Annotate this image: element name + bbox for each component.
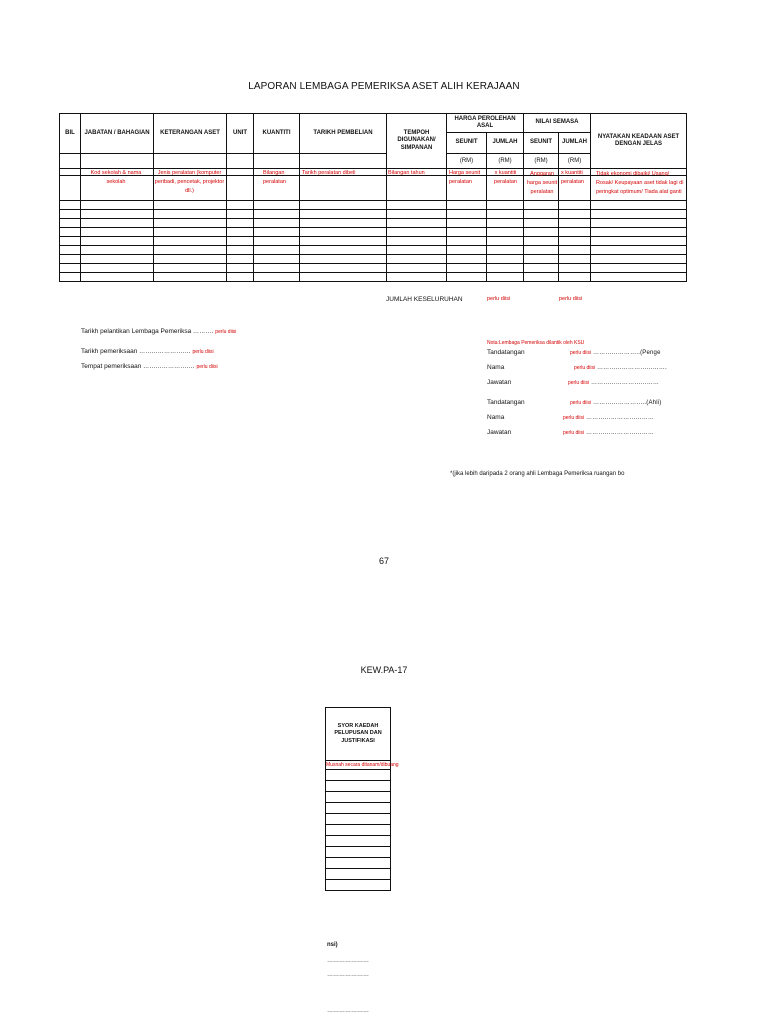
tarikh-pelantikan-hint: perlu diisi: [215, 329, 237, 335]
rm-label: (RM): [447, 154, 487, 169]
header-keterangan: KETERANGAN ASET: [154, 114, 227, 154]
header-kuantiti: KUANTITI: [254, 114, 300, 154]
tarikh-pemeriksaan-label: Tarikh pemeriksaan: [81, 348, 138, 355]
header-harga: HARGA PEROLEHAN ASAL: [447, 114, 524, 133]
nota-lembaga: Nota:Lembaga Pemeriksa dilantik oleh KSU: [487, 340, 585, 346]
hint-nilai-seunit: Anggaran harga seunit peralatan: [526, 171, 558, 195]
rm-label: (RM): [487, 154, 524, 169]
total-label: JUMLAH KESELURUHAN: [386, 296, 463, 303]
header-bil: BIL: [60, 114, 81, 154]
sig-tandatangan-2-label: Tandatangan: [487, 399, 525, 406]
page-number: 67: [378, 556, 389, 566]
tarikh-pelantikan-field: [81, 328, 236, 335]
fragment-line-2: …………………: [327, 958, 369, 964]
syor-table: [325, 707, 399, 891]
sig-dots: ……………………………: [590, 380, 660, 386]
sig-jawatan-2-value: [563, 429, 654, 436]
rm-label: (RM): [524, 154, 559, 169]
tarikh-pelantikan-label: Tarikh pelantikan Lembaga Pemeriksa: [81, 328, 192, 335]
fill-hint: perlu diisi: [563, 430, 585, 436]
report-title: LAPORAN LEMBAGA PEMERIKSA ASET ALIH KERAJAAN: [248, 81, 520, 92]
header-jabatan: JABATAN / BAHAGIAN: [81, 114, 154, 154]
sig-tandatangan-1-label: Tandatangan: [487, 349, 525, 356]
sig-nama-1-value: [574, 364, 667, 371]
header-harga-jumlah: JUMLAH: [487, 133, 524, 154]
header-nilai-jumlah: JUMLAH: [559, 133, 591, 154]
hint-tempoh: Bilangan tahun: [388, 170, 425, 176]
sig-nama-2-label: Nama: [487, 414, 505, 421]
form-code: KEW.PA-17: [360, 665, 408, 675]
tempat-pemeriksaan-label: Tempat pemeriksaan: [81, 363, 142, 370]
fragment-line-4: …………………: [327, 1008, 369, 1014]
fill-hint: perlu diisi: [574, 365, 596, 371]
tarikh-pemeriksaan-field: [81, 348, 214, 355]
total-nilai: perlu diisi: [559, 296, 583, 302]
hint-jabatan: Kod sekolah & nama sekolah: [90, 170, 142, 185]
hint-harga-seunit: Harga seunit peralatan: [449, 170, 481, 185]
total-harga: perlu diisi: [487, 296, 511, 302]
fragment-line-1: nsi): [327, 942, 338, 948]
sig-jawatan-2-label: Jawatan: [487, 429, 512, 436]
sig-dots: …………………..(Penge: [592, 350, 661, 356]
tarikh-pemeriksaan-dots: …………………….: [139, 349, 191, 355]
hint-keterangan: Jenis peralatan (komputer peribadi, pencetak, projektor dll.): [154, 170, 225, 194]
header-harga-seunit: SEUNIT: [447, 133, 487, 154]
tarikh-pelantikan-dots: ……….: [193, 329, 214, 335]
sig-dots: ……………………………: [585, 415, 655, 421]
header-nilai: NILAI SEMASA: [524, 114, 591, 133]
tempat-pemeriksaan-field: [81, 363, 218, 370]
sig-nama-2-value: [563, 414, 654, 421]
tempat-pemeriksaan-hint: perlu diisi: [196, 364, 218, 370]
fill-hint: perlu diisi: [568, 380, 590, 386]
footnote: *(jika lebih daripada 2 orang ahli Lembaga Pemeriksa ruangan bo: [450, 471, 625, 477]
sig-tandatangan-1-value: [570, 349, 661, 356]
header-nilai-seunit: SEUNIT: [524, 133, 559, 154]
fill-hint: perlu diisi: [570, 400, 592, 406]
header-nyatakan: NYATAKAN KEADAAN ASET DENGAN JELAS: [591, 114, 687, 169]
sig-nama-1-label: Nama: [487, 364, 505, 371]
sig-dots: ……………………………: [585, 430, 655, 436]
tarikh-pemeriksaan-hint: perlu diisi: [192, 349, 214, 355]
header-unit: UNIT: [227, 114, 254, 154]
sig-dots: …………………………….: [596, 365, 668, 371]
hint-nilai-jumlah: x kuantiti peralatan: [561, 170, 584, 185]
hint-harga-jumlah: x kuantiti peralatan: [494, 170, 517, 185]
sig-dots: ……………………..(Ahli): [592, 400, 662, 406]
hint-kuantiti: Bilangan peralatan: [263, 170, 286, 185]
fragment-line-3: …………………: [327, 972, 369, 978]
tempat-pemeriksaan-dots: …………………….: [143, 364, 195, 370]
fill-hint: perlu diisi: [570, 350, 592, 356]
syor-header: SYOR KAEDAH PELUPUSAN DAN JUSTIFIKASI: [326, 708, 391, 761]
asset-report-table: [59, 113, 687, 282]
sig-tandatangan-2-value: [570, 399, 661, 406]
hint-tarikh: Tarikh peralatan dibeli: [302, 170, 356, 176]
header-tempoh: TEMPOH DIGUNAKAN/ SIMPANAN: [387, 114, 447, 169]
header-tarikh: TARIKH PEMBELIAN: [300, 114, 387, 154]
syor-hint: Musnah secara ditanam/dibuang: [326, 762, 399, 768]
rm-label: (RM): [559, 154, 591, 169]
fill-hint: perlu diisi: [563, 415, 585, 421]
sig-jawatan-1-label: Jawatan: [487, 379, 512, 386]
sig-jawatan-1-value: [568, 379, 659, 386]
hint-nyatakan: Tidak ekonomi dibaiki/ Usang/ Rosak/ Keupayaan aset tidak lagi di peringkat optimum/ Tiada alat ganti: [596, 171, 684, 195]
